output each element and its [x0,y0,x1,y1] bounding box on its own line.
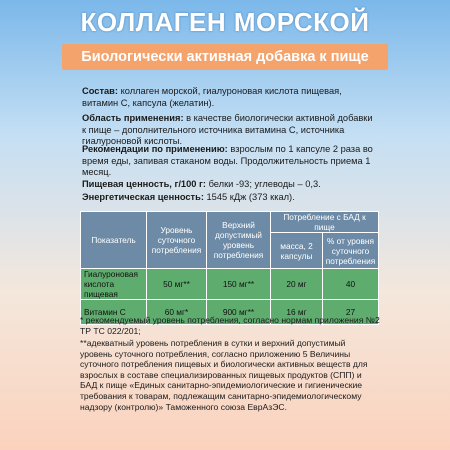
energy-text: 1545 кДж (373 ккал). [203,192,295,202]
header-indicator: Показатель [81,212,147,269]
row-daily: 60 мг* [147,300,207,325]
header-bad-group: Потребление с БАД к пище [271,212,379,233]
nutrition-text: белки -93; углеводы – 0,3. [205,179,321,189]
row-upper: 900 мг** [207,300,271,325]
table-row [81,269,379,300]
recommendations-label: Рекомендации по применению: [82,144,228,154]
application-text: в качестве биологически активной добавки к пище – дополнительного источника витамина С, источника гиалуроновой кислоты. [82,113,373,146]
recommendations-paragraph [82,144,374,179]
footnote-2: **адекватный уровень потребления в сутки и верхний допустимый уровень суточного потребления, согласно приложению 5 Величины суточного потребления пищевых и биологически активных веществ для взрослых в составе специализированных пищевых продуктов (СПП) и БАД к пище «Единых санитарно-эпидемиологические и гигиенические требования к товарам, подлежащим санитарно-эпидемиологическому надзору (контролю)» Таможенного союза ЕврАзЭС. [80,338,368,412]
product-title: КОЛЛАГЕН МОРСКОЙ [80,7,370,37]
header-percent: % от уровня суточного потребления [323,233,379,269]
row-upper: 150 мг** [207,269,271,300]
header-mass: масса, 2 капсулы [271,233,323,269]
nutrition-label: Пищевая ценность, г/100 г: [82,179,206,189]
footnote-1: * рекомендуемый уровень потребления, согласно нормам приложения №2 ТР ТС 022/201; [80,315,380,336]
composition-text: коллаген морской, гиалуроновая кислота пищевая, витамин С, капсула (желатин). [82,86,342,108]
row-daily: 50 мг** [147,269,207,300]
recommendations-text: взрослым по 1 капсуле 2 раза во время еды, запивая стаканом воды. Продолжительность приема 1 месяц. [82,144,373,177]
application-paragraph [82,113,374,148]
subtitle-banner: Биологически активная добавка к пище [62,44,388,70]
header-upper-level: Верхний допустимый уровень потребления [207,212,271,269]
row-name: Гиалуроновая кислота пищевая [81,269,147,300]
energy-label: Энергетическая ценность: [82,192,204,202]
nutrition-table [80,211,379,325]
row-percent: 27 [323,300,379,325]
application-label: Область применения: [82,113,184,123]
nutrition-paragraph [82,179,374,191]
row-name: Витамин С [81,300,147,325]
energy-paragraph [82,192,374,204]
composition-label: Состав: [82,86,118,96]
composition-paragraph [82,86,374,109]
row-percent: 40 [323,269,379,300]
header-daily-level: Уровень суточного потребления [147,212,207,269]
row-mass: 20 мг [271,269,323,300]
row-mass: 16 мг [271,300,323,325]
